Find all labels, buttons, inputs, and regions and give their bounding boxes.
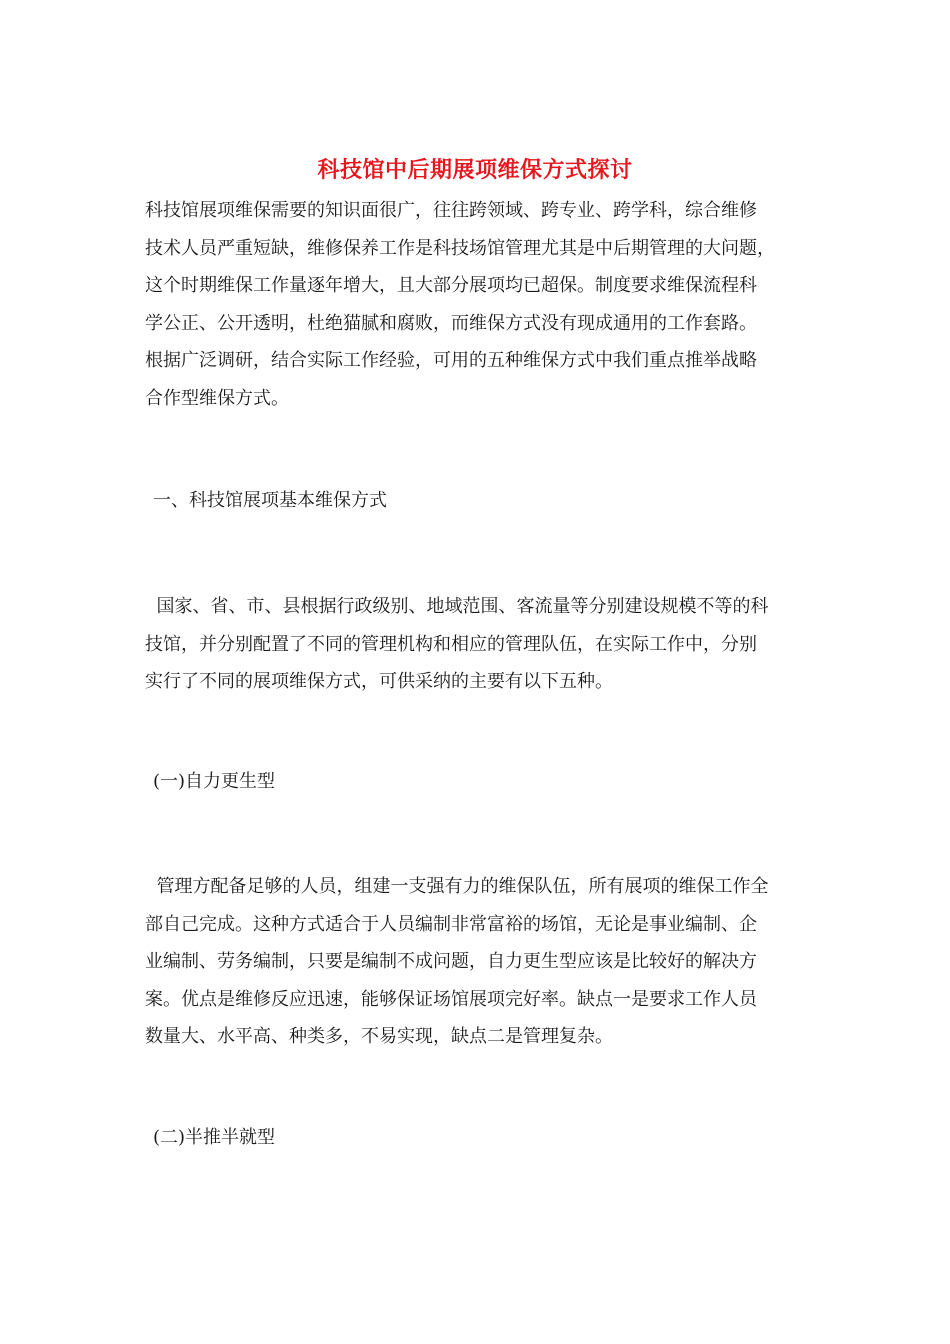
subsection-heading: (一)自力更生型 [153,771,276,792]
paragraph-line: 部自己完成。这种方式适合于人员编制非常富裕的场馆，无论是事业编制、企 [145,913,757,935]
paragraph-line: 案。优点是维修反应迅速，能够保证场馆展项完好率。缺点一是要求工作人员 [145,988,757,1010]
paragraph-line: 管理方配备足够的人员，组建一支强有力的维保队伍，所有展项的维保工作全 [145,876,769,897]
paragraph-line: 国家、省、市、县根据行政级别、地域范围、客流量等分别建设规模不等的科 [145,596,769,617]
subsection1-paragraph [145,868,810,1056]
section-heading: 一、科技馆展项基本维保方式 [153,490,387,511]
paragraph-line: 根据广泛调研，结合实际工作经验，可用的五种维保方式中我们重点推举战略 [145,350,757,372]
paragraph-line: 数量大、水平高、种类多，不易实现，缺点二是管理复杂。 [145,1026,613,1048]
paragraph-line: 学公正、公开透明，杜绝猫腻和腐败，而维保方式没有现成通用的工作套路。 [145,312,757,334]
paragraph-line: 这个时期维保工作量逐年增大，且大部分展项均已超保。制度要求维保流程科 [145,275,757,297]
paragraph-line: 科技馆展项维保需要的知识面很广，往往跨领域、跨专业、跨学科，综合维修 [145,200,757,221]
intro-paragraph [145,192,810,418]
paragraph-line: 合作型维保方式。 [145,387,289,409]
paragraph-line: 技术人员严重短缺，维修保养工作是科技场馆管理尤其是中后期管理的大问题， [145,237,775,259]
paragraph-line: 技馆，并分别配置了不同的管理机构和相应的管理队伍，在实际工作中，分别 [145,633,757,655]
document-title: 科技馆中后期展项维保方式探讨 [317,157,633,183]
paragraph-line: 业编制、劳务编制，只要是编制不成问题，自力更生型应该是比较好的解决方 [145,951,757,973]
paragraph-line: 实行了不同的展项维保方式，可供采纳的主要有以下五种。 [145,671,613,693]
section1-paragraph [145,588,810,701]
subsection-heading: (二)半推半就型 [153,1127,276,1148]
